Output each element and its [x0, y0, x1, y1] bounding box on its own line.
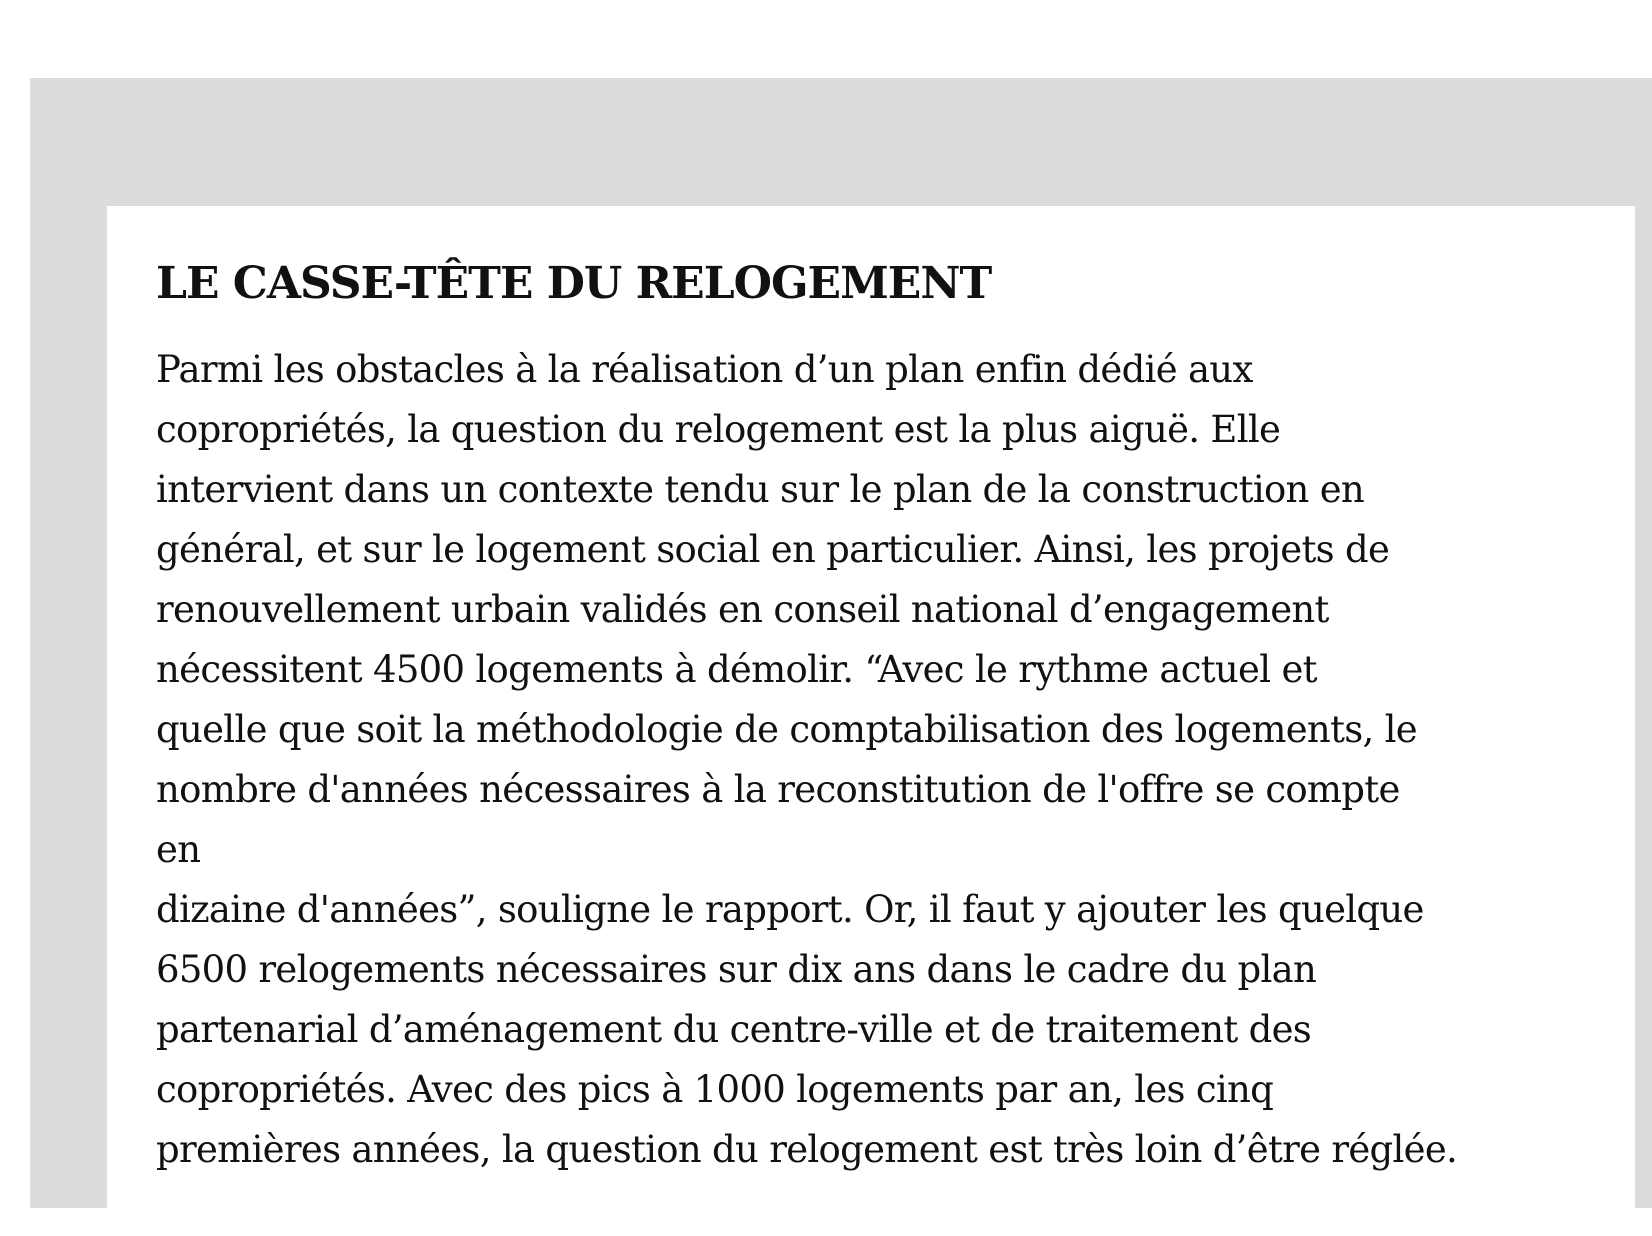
- body-line: nombre d'années nécessaires à la reconstitution de l'offre se compte: [156, 768, 1400, 811]
- body-line: 6500 relogements nécessaires sur dix ans dans le cadre du plan: [156, 948, 1317, 991]
- body-line: quelle que soit la méthodologie de comptabilisation des logements, le: [156, 708, 1417, 751]
- gray-frame: [30, 78, 1652, 1208]
- body-line: premières années, la question du relogement est très loin d’être réglée.: [156, 1128, 1458, 1171]
- article-title: LE CASSE-TÊTE DU RELOGEMENT: [156, 258, 992, 309]
- body-line: partenarial d’aménagement du centre-ville et de traitement des: [156, 1008, 1312, 1051]
- body-line: intervient dans un contexte tendu sur le plan de la construction en: [156, 468, 1365, 511]
- body-line: nécessitent 4500 logements à démolir. “Avec le rythme actuel et: [156, 648, 1317, 691]
- article-body: [156, 340, 1457, 1180]
- body-line: dizaine d'années”, souligne le rapport. Or, il faut y ajouter les quelque: [156, 888, 1424, 931]
- body-line: en: [156, 828, 201, 871]
- body-line: général, et sur le logement social en particulier. Ainsi, les projets de: [156, 528, 1390, 571]
- article-box: [107, 206, 1635, 1236]
- body-line: Parmi les obstacles à la réalisation d’un plan enfin dédié aux: [156, 348, 1253, 391]
- body-line: copropriétés. Avec des pics à 1000 logements par an, les cinq: [156, 1068, 1274, 1111]
- body-line: copropriétés, la question du relogement est la plus aiguë. Elle: [156, 408, 1281, 451]
- body-line: renouvellement urbain validés en conseil national d’engagement: [156, 588, 1329, 631]
